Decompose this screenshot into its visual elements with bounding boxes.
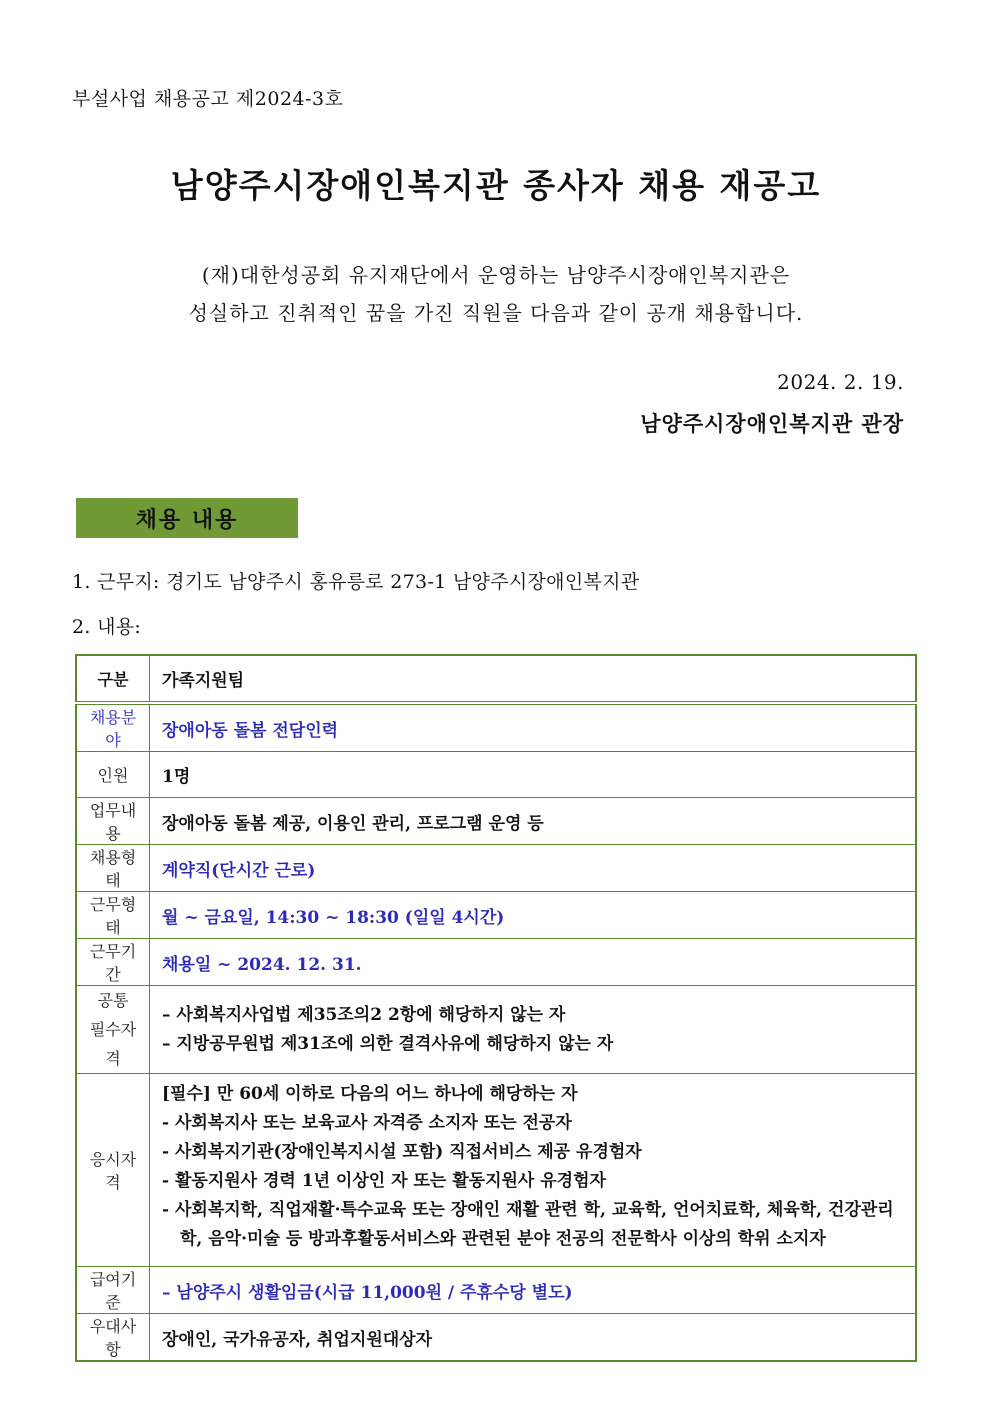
salary-key: 급여기준 bbox=[76, 1267, 150, 1314]
common-req-key-line-1: 공통 bbox=[97, 991, 129, 1010]
table-row-work-period bbox=[76, 939, 916, 986]
list-item: - 활동지원사 경력 1년 이상인 자 또는 활동지원사 유경험자 bbox=[162, 1171, 606, 1191]
headcount-value: 1명 bbox=[150, 752, 917, 798]
employment-type-key: 채용형태 bbox=[76, 845, 150, 892]
qualification-key: 응시자격 bbox=[76, 1074, 150, 1267]
content-label: 2. 내용: bbox=[72, 616, 142, 638]
qualification-value bbox=[150, 1074, 917, 1267]
qualification-intro: [필수] 만 60세 이하로 다음의 어느 하나에 해당하는 자 bbox=[162, 1084, 578, 1104]
preference-value: 장애인, 국가유공자, 취업지원대상자 bbox=[150, 1314, 917, 1362]
table-row-header bbox=[76, 655, 916, 703]
preference-key: 우대사항 bbox=[76, 1314, 150, 1362]
duties-key: 업무내용 bbox=[76, 798, 150, 845]
field-key: 채용분야 bbox=[76, 703, 150, 752]
table-row-employment-type bbox=[76, 845, 916, 892]
salary-value: – 남양주시 생활임금(시급 11,000원 / 주휴수당 별도) bbox=[150, 1267, 917, 1314]
common-req-key-line-2: 필수자격 bbox=[89, 1020, 137, 1068]
table-row-common-requirements bbox=[76, 986, 916, 1074]
work-period-key: 근무기간 bbox=[76, 939, 150, 986]
workplace-line: 1. 근무지: 경기도 남양주시 홍유릉로 273-1 남양주시장애인복지관 bbox=[72, 571, 640, 593]
duties-value: 장애아동 돌봄 제공, 이용인 관리, 프로그램 운영 등 bbox=[150, 798, 917, 845]
notice-number: 부설사업 채용공고 제2024-3호 bbox=[72, 88, 344, 110]
recruitment-table bbox=[75, 654, 917, 1362]
table-row-salary bbox=[76, 1267, 916, 1314]
common-req-value bbox=[150, 986, 917, 1074]
table-row-duties bbox=[76, 798, 916, 845]
table-row-qualification bbox=[76, 1074, 916, 1267]
list-item: – 지방공무원법 제31조에 의한 결격사유에 해당하지 않는 자 bbox=[162, 1033, 614, 1054]
table-row-preference bbox=[76, 1314, 916, 1362]
header-value: 가족지원팀 bbox=[150, 655, 917, 703]
notice-date: 2024. 2. 19. bbox=[777, 370, 904, 394]
intro-line-2: 성실하고 진취적인 꿈을 가진 직원을 다음과 같이 공개 채용합니다. bbox=[188, 301, 804, 325]
table-row-field bbox=[76, 703, 916, 752]
common-req-key bbox=[76, 986, 150, 1074]
list-item: - 사회복지사 또는 보육교사 자격증 소지자 또는 전공자 bbox=[162, 1113, 572, 1133]
list-item: – 사회복지사업법 제35조의2 2항에 해당하지 않는 자 bbox=[162, 1004, 566, 1025]
intro-text bbox=[0, 256, 992, 332]
list-item: - 사회복지학, 직업재활·특수교육 또는 장애인 재활 관련 학, 교육학, 언어치료학, 체육학, 건강관리학, 음악·미술 등 방과후활동서비스와 관련된 분야 전공의 전문학사 이상의 학위 소지자 bbox=[162, 1200, 894, 1249]
headcount-key: 인원 bbox=[76, 752, 150, 798]
work-type-key: 근무형태 bbox=[76, 892, 150, 939]
table-row-headcount bbox=[76, 752, 916, 798]
section-label: 채용 내용 bbox=[76, 498, 298, 538]
list-item: - 사회복지기관(장애인복지시설 포함) 직접서비스 제공 유경험자 bbox=[162, 1142, 642, 1162]
signer: 남양주시장애인복지관 관장 bbox=[640, 411, 904, 436]
intro-line-1: (재)대한성공회 유지재단에서 운영하는 남양주시장애인복지관은 bbox=[201, 263, 791, 287]
header-key: 구분 bbox=[76, 655, 150, 703]
field-value: 장애아동 돌봄 전담인력 bbox=[150, 703, 917, 752]
employment-type-value: 계약직(단시간 근로) bbox=[150, 845, 917, 892]
work-period-value: 채용일 ~ 2024. 12. 31. bbox=[150, 939, 917, 986]
work-type-value: 월 ~ 금요일, 14:30 ~ 18:30 (일일 4시간) bbox=[150, 892, 917, 939]
table-row-work-type bbox=[76, 892, 916, 939]
page-title: 남양주시장애인복지관 종사자 채용 재공고 bbox=[170, 166, 822, 205]
